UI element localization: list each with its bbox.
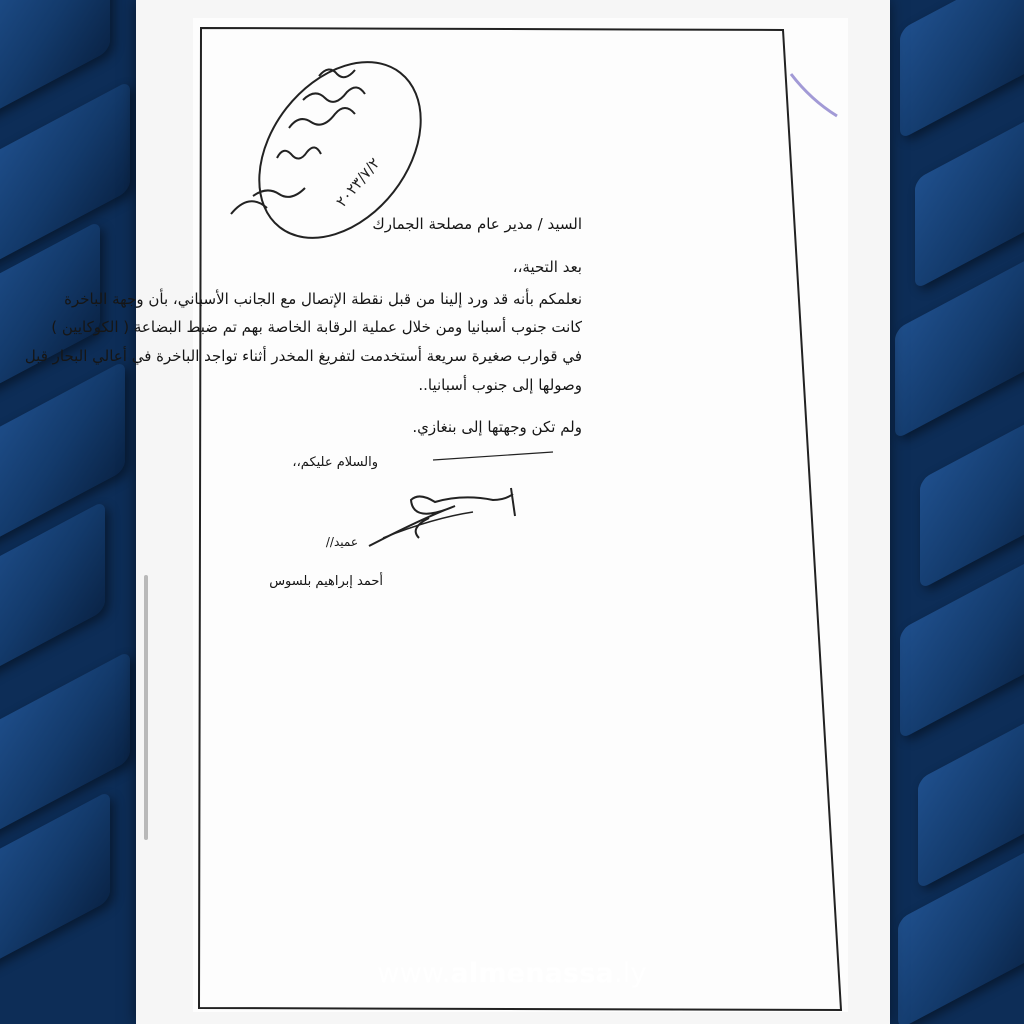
site-watermark [0, 958, 1024, 989]
signer-name: أحمد إبراهيم بلسوس [269, 574, 383, 589]
signature-icon [369, 452, 553, 546]
handwritten-annotation-icon [226, 31, 454, 269]
addressee-line: السيد / مدير عام مصلحة الجمارك [372, 215, 582, 233]
scrollbar[interactable] [144, 575, 148, 840]
page-border [193, 18, 848, 1012]
closing-line: والسلام عليكم،، [292, 455, 378, 470]
watermark-brand: almenassa [450, 958, 614, 989]
watermark-prefix: www. [377, 958, 451, 989]
annotation-date: ٢٠٢٣/٧/٢ [332, 154, 384, 211]
letter-page [24, 18, 848, 1012]
body-line-1: نعلمكم بأنه قد ورد إلينا من قبل نقطة الإتصال مع الجانب الأسباني، بأن وجهة الباخرة [64, 290, 582, 308]
body-line-5: ولم تكن وجهتها إلى بنغازي. [412, 418, 582, 436]
greeting-line: بعد التحية،، [512, 258, 582, 276]
body-line-3: في قوارب صغيرة سريعة أستخدمت لتفريغ المخدر أثناء تواجد الباخرة في أعالي البحار قبل [24, 347, 582, 365]
body-line-2: كانت جنوب أسبانيا ومن خلال عملية الرقابة الخاصة بهم تم ضبط البضاعة ( الكوكايين ) [51, 318, 582, 336]
body-line-4: وصولها إلى جنوب أسبانيا.. [418, 376, 582, 394]
watermark-suffix: .ly [614, 958, 647, 989]
rank-label: عميد// [325, 535, 358, 549]
